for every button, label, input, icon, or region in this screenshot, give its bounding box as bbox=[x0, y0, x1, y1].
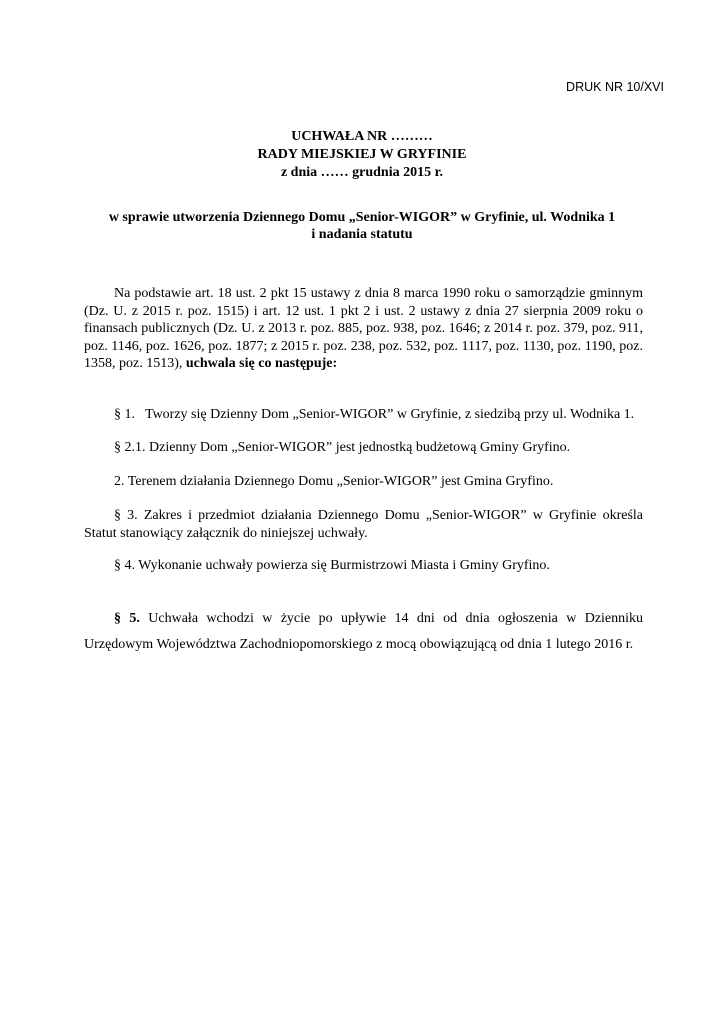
document-number: DRUK NR 10/XVI bbox=[566, 80, 664, 94]
section-3: § 3. Zakres i przedmiot działania Dziennego Domu „Senior-WIGOR” w Gryfinie określa Statut stanowiący załącznik do niniejszej uchwały. bbox=[84, 508, 643, 541]
legal-basis-text: Na podstawie art. 18 ust. 2 pkt 15 ustawy z dnia 8 marca 1990 roku o samorządzie gminnym (Dz. U. z 2015 r. poz. 1515) i art. 12 ust. 1 pkt 2 i ust. 2 ustawy z dnia 27 sierpnia 2009 roku o finansach publicznych (Dz. U. z 2013 r. poz. 885, poz. 938, poz. 1646; z 2014 r. poz. 379, poz. 911, poz. 1146, poz. 1626, poz. 1877; z 2015 r. poz. 238, poz. 532, poz. 1117, poz. 1130, poz. 1190, poz. 1358, poz. 1513), bbox=[84, 286, 643, 372]
section-5-mark: § 5. bbox=[114, 611, 140, 626]
section-5-text: Uchwała wchodzi w życie po upływie 14 dni od dnia ogłoszenia w Dzienniku Urzędowym Województwa Zachodniopomorskiego z mocą obowiązującą od dnia 1 lutego 2016 r. bbox=[84, 611, 644, 652]
section-1 bbox=[84, 406, 643, 424]
subject-line-1: w sprawie utworzenia Dziennego Domu „Senior-WIGOR” w Gryfinie, ul. Wodnika 1 bbox=[108, 210, 616, 225]
section-2-1: § 2.1. Dzienny Dom „Senior-WIGOR” jest jednostką budżetową Gminy Gryfino. bbox=[114, 440, 571, 455]
section-5 bbox=[84, 606, 643, 658]
resolution-date: z dnia …… grudnia 2015 r. bbox=[280, 165, 444, 180]
section-4: § 4. Wykonanie uchwały powierza się Burmistrzowi Miasta i Gminy Gryfino. bbox=[114, 558, 550, 573]
enacting-clause: uchwala się co następuje: bbox=[185, 356, 338, 372]
resolution-subject bbox=[0, 209, 724, 243]
resolution-number: UCHWAŁA NR ……… bbox=[291, 129, 433, 144]
section-1-mark: § 1. bbox=[114, 407, 135, 422]
subject-line-2: i nadania statutu bbox=[311, 227, 413, 242]
section-1-text: Tworzy się Dzienny Dom „Senior-WIGOR” w Gryfinie, z siedzibą przy ul. Wodnika 1. bbox=[145, 407, 635, 422]
legal-basis-paragraph bbox=[84, 285, 643, 373]
council-name: RADY MIEJSKIEJ W GRYFINIE bbox=[257, 147, 467, 162]
resolution-title bbox=[0, 128, 724, 182]
section-2-2: 2. Terenem działania Dziennego Domu „Senior-WIGOR” jest Gmina Gryfino. bbox=[114, 474, 554, 489]
